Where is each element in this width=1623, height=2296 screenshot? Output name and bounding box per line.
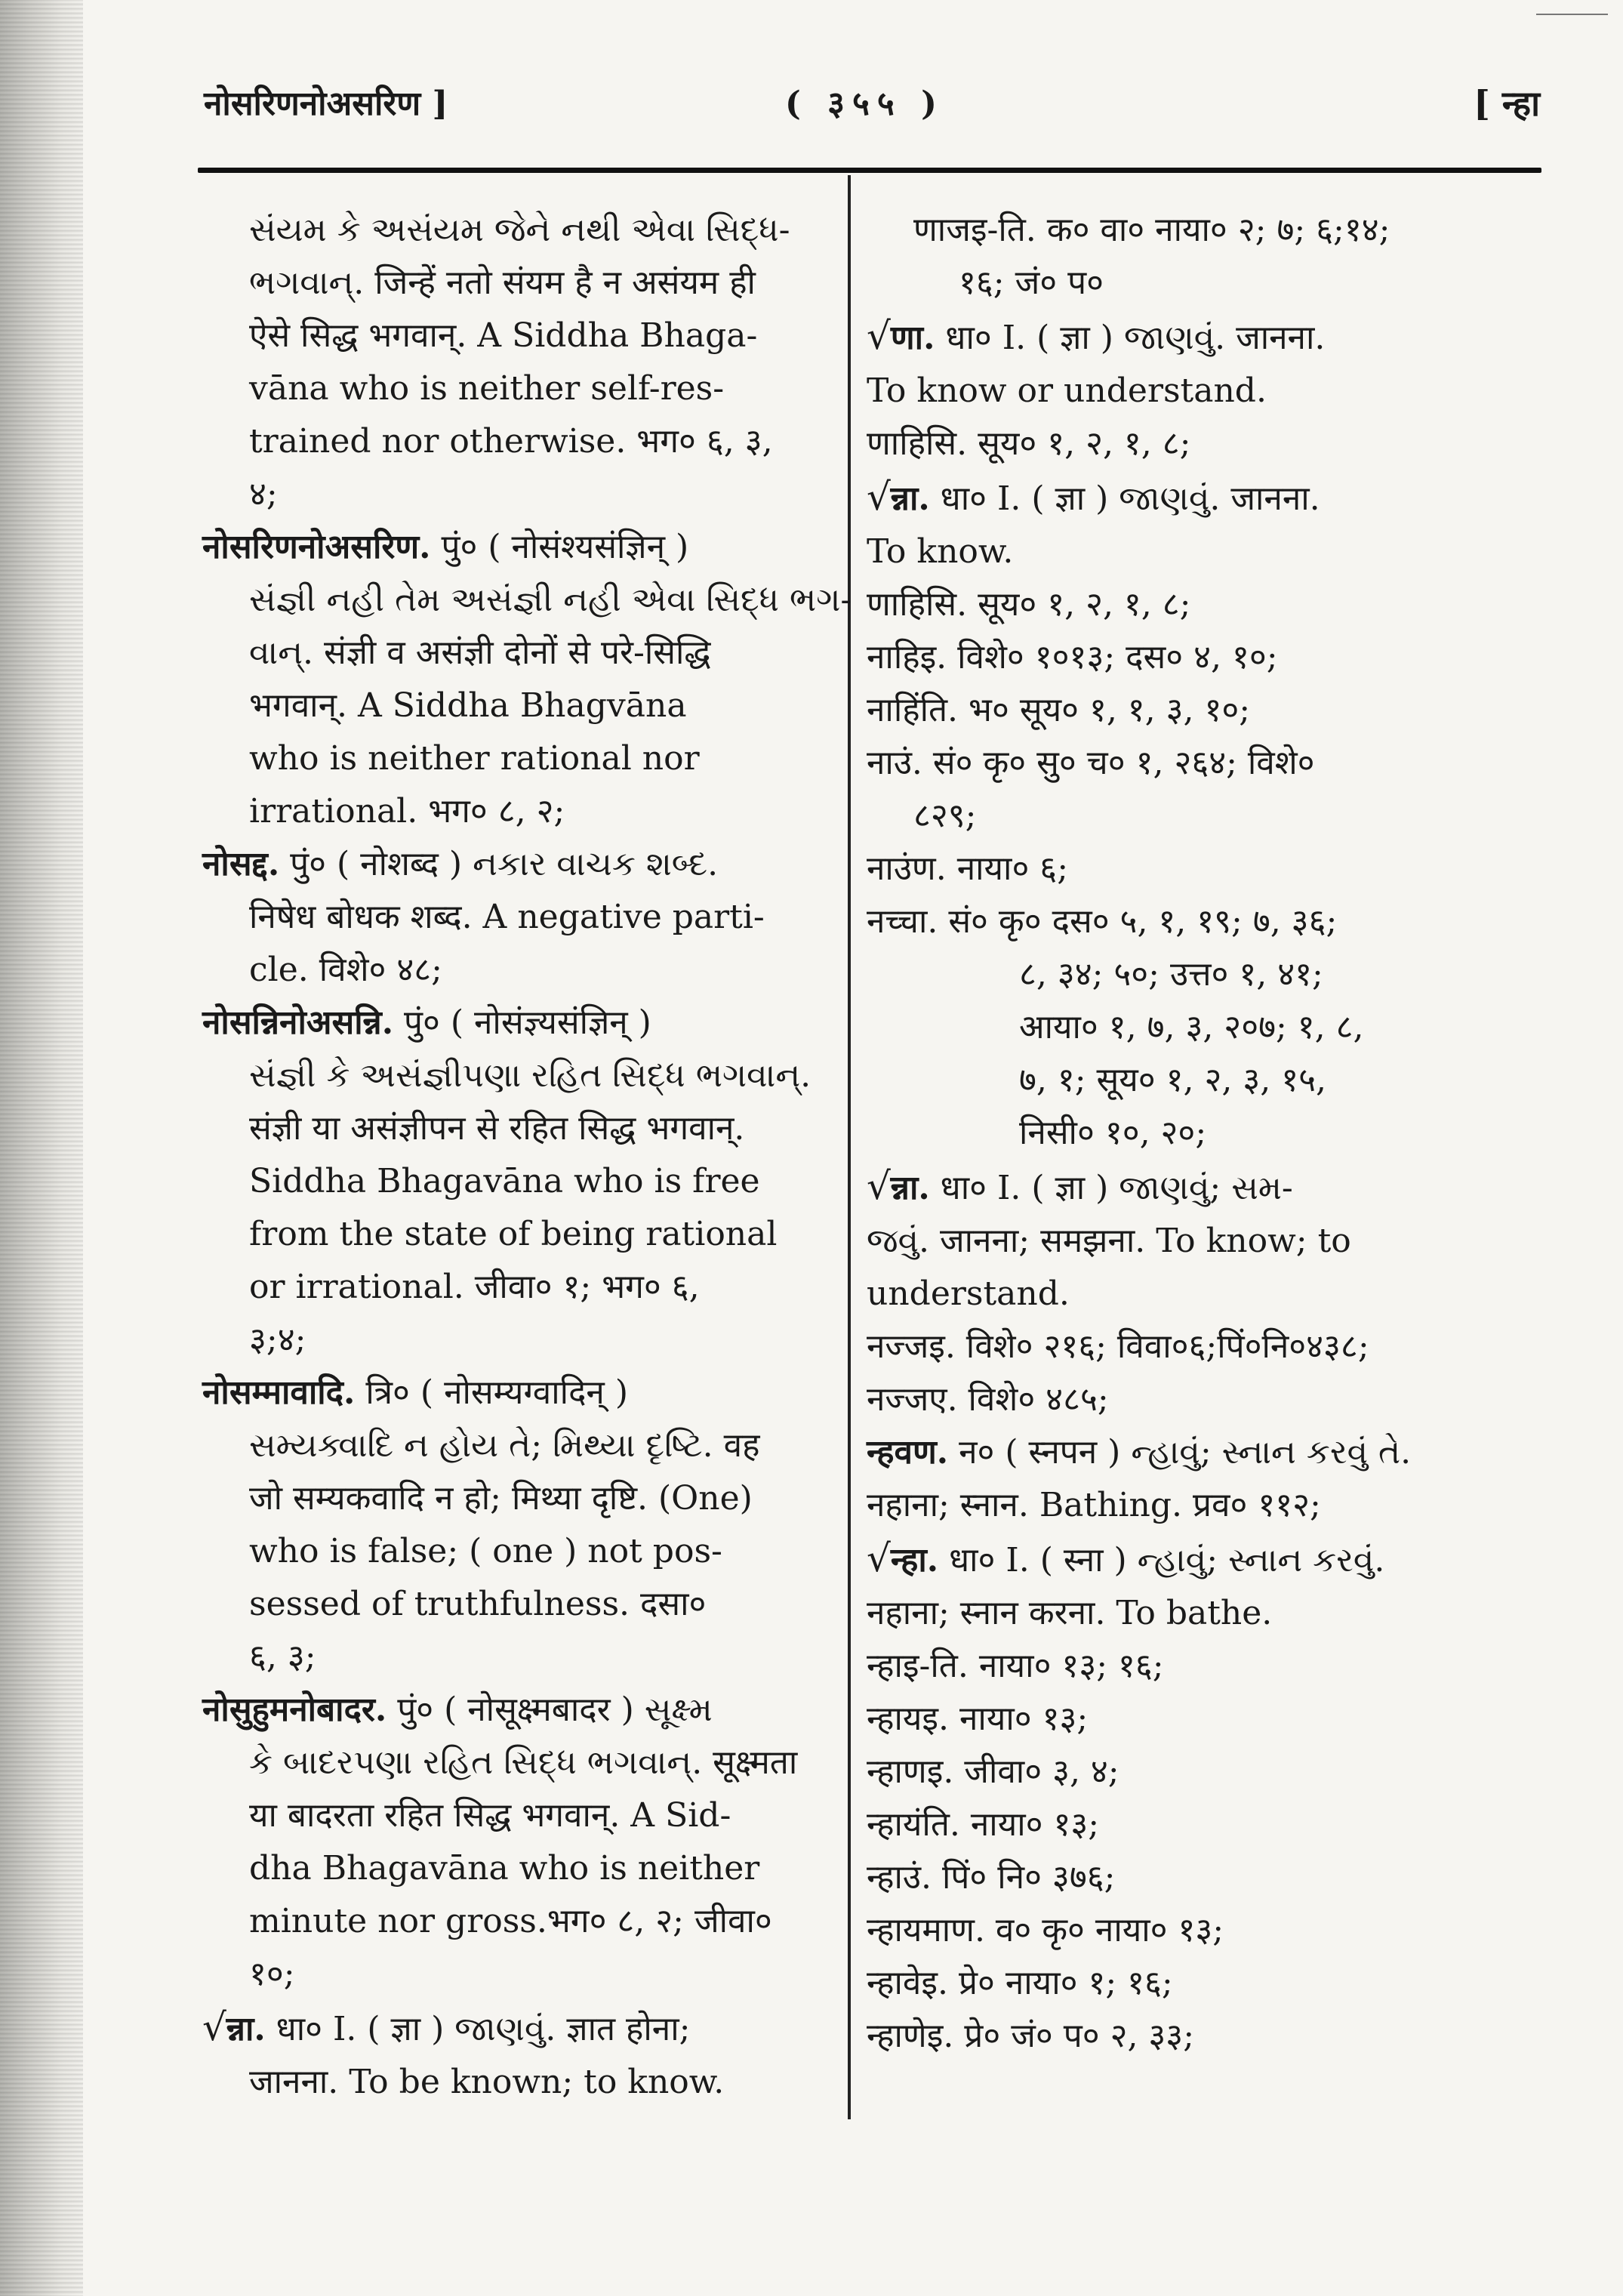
dictionary-entry xyxy=(867,204,1493,310)
left-column xyxy=(202,204,852,2109)
entry-line: જવું. जानना; समझना. To know; to xyxy=(867,1222,1351,1260)
entry-head-line xyxy=(867,1532,1493,1587)
headword: न्ना. xyxy=(890,1169,930,1207)
entry-line: ८२९; xyxy=(913,797,977,835)
entry-line: cle. विशे० ४८; xyxy=(249,951,442,989)
entry-line: who is neither rational nor xyxy=(249,739,700,778)
entry-line: minute nor gross.भग० ८, २; जीवा० xyxy=(249,1902,772,1940)
dictionary-entry xyxy=(202,204,833,521)
entry-line: Siddha Bhagavāna who is free xyxy=(249,1162,760,1200)
entry-line: न्हाणइ. जीवा० ३, ४; xyxy=(867,1752,1119,1791)
entry-line: नज्जइ. विशे० २१६; विवा०६;पिं०नि०४३८; xyxy=(867,1327,1369,1366)
entry-line: from the state of being rational xyxy=(249,1215,778,1253)
entry-line: नाउं. सं० कृ० सु० च० १, २६४; विशे० xyxy=(867,744,1315,782)
entry-line: ३;४; xyxy=(249,1321,306,1359)
entry-line: irrational. भग० ८, २; xyxy=(249,792,565,831)
entry-line: સમ્યક્વાદિ ન હોય તે; મિથ્યા દૃષ્ટિ. वह xyxy=(249,1426,760,1465)
entry-line: ऐसे सिद्ध भगवान्. A Siddha Bhaga- xyxy=(249,316,758,355)
headword: न्ना. xyxy=(226,2010,266,2048)
entry-definition: धा० I. ( ज्ञा ) જાણવું. जानना. xyxy=(929,479,1320,518)
entry-line: ભગવાન્. जिन्हें नतो संयम है न असंयम ही xyxy=(249,264,756,302)
dictionary-entry xyxy=(867,470,1493,1160)
headword: नोसरिणनोअसरिण. xyxy=(202,528,431,566)
header-rule xyxy=(198,168,1541,173)
dictionary-entry xyxy=(202,2001,833,2109)
entry-line: ७, १; सूय० १, २, ३, १५, xyxy=(1019,1061,1326,1099)
header-left-guideword: नोसरिणनोअसरिण ] xyxy=(204,85,448,123)
headword: नोसद्द. xyxy=(202,845,280,883)
entry-line: जानना. To be known; to know. xyxy=(249,2063,725,2101)
entry-line: न्हाणेइ. प्रे० जं० प० २, ३३; xyxy=(867,2017,1195,2055)
entry-line: नाउंण. नाया० ६; xyxy=(867,849,1069,888)
entry-definition: पुं० ( नोसंज्ञ्यसंज्ञिन् ) xyxy=(393,1003,651,1042)
entry-head-line xyxy=(202,521,833,574)
headword: न्हवण. xyxy=(867,1433,949,1472)
page-header xyxy=(204,64,1540,125)
dictionary-entry xyxy=(202,997,833,1367)
dictionary-entry xyxy=(867,310,1493,470)
entry-line: sessed of truthfulness. दसा० xyxy=(249,1585,707,1623)
entry-head-line xyxy=(867,1160,1493,1215)
root-mark: √ xyxy=(202,2005,226,2049)
entry-line: नाहिंति. भ० सूय० १, १, ३, १०; xyxy=(867,691,1251,729)
headword: न्हा. xyxy=(890,1541,939,1579)
headword: नोसम्मावादि. xyxy=(202,1373,356,1412)
entry-line: કે બાદરપણા રહિત સિદ્ધ ભગવાન્. सूक्ष्मता xyxy=(249,1743,798,1782)
entry-line: जो सम्यकवादि न हो; मिथ्या दृष्टि. (One) xyxy=(249,1479,753,1518)
entry-head-line xyxy=(202,1684,833,1737)
entry-line: ४; xyxy=(249,475,278,513)
entry-line: नहाना; स्नान. Bathing. प्रव० ११२; xyxy=(867,1486,1321,1524)
headword: णा. xyxy=(890,319,935,357)
dictionary-entry xyxy=(202,1367,833,1684)
entry-definition: धा० I. ( ज्ञा ) જાણવું. ज्ञात होना; xyxy=(265,2010,691,2048)
dictionary-entry xyxy=(202,1684,833,2001)
entry-line: णाजइ-ति. क० वा० नाया० २; ७; ६;१४; xyxy=(913,211,1390,249)
entry-line: ८, ३४; ५०; उत्त० १, ४१; xyxy=(1019,955,1323,994)
entry-definition: न० ( स्नपन ) ન્હાવું; સ્નાન કરવું તે. xyxy=(948,1433,1412,1472)
root-mark: √ xyxy=(867,1536,891,1580)
column-divider xyxy=(848,175,851,2119)
corner-mark xyxy=(1536,14,1608,15)
entry-head-line xyxy=(202,838,833,891)
entry-line: १६; जं० प० xyxy=(959,264,1104,302)
entry-head-line xyxy=(867,310,1493,365)
entry-head-line xyxy=(867,470,1493,525)
entry-line: न्हाइ-ति. नाया० १३; १६; xyxy=(867,1647,1164,1685)
entry-definition: धा० I. ( ज्ञा ) જાણવું. जानना. xyxy=(935,319,1326,357)
entry-line: १०; xyxy=(249,1955,295,1993)
entry-line: વાન્. संज्ञी व असंज्ञी दोनों से परे-सिद्धि xyxy=(249,633,711,672)
right-column xyxy=(867,204,1493,2063)
entry-line: સંજ્ઞી નહી તેમ અસંજ્ઞી નહી એવા સિદ્ધ ભગ- xyxy=(249,581,852,619)
entry-line: સંયમ કે અસંયમ જેને નથી એવા સિદ્ધ- xyxy=(249,211,790,249)
headword: न्ना. xyxy=(890,479,930,518)
entry-line: निषेध बोधक शब्द. A negative parti- xyxy=(249,898,765,936)
dictionary-entry xyxy=(867,1160,1493,1426)
entry-definition: पुं० ( नोसंश्यसंज्ञिन् ) xyxy=(430,528,689,566)
header-right-guideword: [ न्हा xyxy=(1474,83,1540,124)
entry-line: न्हाउं. पिं० नि० ३७६; xyxy=(867,1858,1116,1897)
entry-definition: पुं० ( नोसूक्ष्मबादर ) સૂક્ષ્મ xyxy=(387,1690,713,1729)
entry-line: संज्ञी या असंज्ञीपन से रहित सिद्ध भगवान्. xyxy=(249,1109,745,1148)
headword: नोसन्निनोअसन्नि. xyxy=(202,1003,394,1042)
entry-line: णाहिसि. सूय० १, २, १, ८; xyxy=(867,585,1191,624)
root-mark: √ xyxy=(867,314,891,358)
entry-line: or irrational. जीवा० १; भग० ६, xyxy=(249,1268,700,1306)
entry-line: न्हावेइ. प्रे० नाया० १; १६; xyxy=(867,1964,1173,2002)
entry-line: न्हायमाण. व० कृ० नाया० १३; xyxy=(867,1911,1224,1949)
entry-line: understand. xyxy=(867,1274,1070,1313)
page-number: ( ३५५ ) xyxy=(785,85,944,123)
entry-line: या बादरता रहित सिद्ध भगवान्. A Sid- xyxy=(249,1796,731,1835)
entry-definition: पुं० ( नोशब्द ) નકાર વાચક શબ્દ. xyxy=(279,845,719,883)
entry-line: न्हायंति. नाया० १३; xyxy=(867,1805,1100,1844)
headword: नोसुहुमनोबादर. xyxy=(202,1690,387,1729)
entry-line: who is false; ( one ) not pos- xyxy=(249,1532,722,1570)
entry-line: न्हायइ. नाया० १३; xyxy=(867,1700,1089,1738)
entry-line: સંજ્ઞી કે અસંજ્ઞીપણા રહિત સિદ્ધ ભગવાન્. xyxy=(249,1056,812,1095)
entry-line: भगवान्. A Siddha Bhagvāna xyxy=(249,686,687,725)
entry-definition: धा० I. ( ज्ञा ) જાણવું; સમ- xyxy=(929,1169,1293,1207)
root-mark: √ xyxy=(867,1164,891,1208)
entry-line: नहाना; स्नान करना. To bathe. xyxy=(867,1594,1273,1632)
entry-line: आया० १, ७, ३, २०७; १, ८, xyxy=(1019,1008,1364,1046)
entry-head-line xyxy=(202,2001,833,2056)
entry-definition: धा० I. ( स्ना ) ન્હાવું; સ્નાન કરવું. xyxy=(938,1541,1385,1579)
entry-line: ६, ३; xyxy=(249,1638,316,1676)
entry-line: नज्जए. विशे० ४८५; xyxy=(867,1380,1109,1419)
entry-line: नाहिइ. विशे० १०१३; दस० ४, १०; xyxy=(867,638,1278,676)
entry-line: dha Bhagavāna who is neither xyxy=(249,1849,760,1888)
dictionary-entry xyxy=(202,521,852,838)
page-scan-edge xyxy=(0,0,83,2296)
entry-line: नच्चा. सं० कृ० दस० ५, १, १९; ७, ३६; xyxy=(867,902,1338,941)
entry-line: To know or understand. xyxy=(867,371,1267,410)
entry-head-line xyxy=(202,997,833,1049)
entry-line: vāna who is neither self-res- xyxy=(249,369,725,408)
entry-head-line xyxy=(202,1367,833,1419)
entry-definition: त्रि० ( नोसम्यग्वादिन् ) xyxy=(355,1373,628,1412)
dictionary-entry xyxy=(867,1426,1493,1532)
dictionary-entry xyxy=(867,1532,1493,2063)
entry-line: णाहिसि. सूय० १, २, १, ८; xyxy=(867,424,1191,463)
dictionary-entry xyxy=(202,838,833,997)
entry-line: निसी० १०, २०; xyxy=(1019,1114,1207,1152)
entry-line: trained nor otherwise. भग० ६, ३, xyxy=(249,422,773,461)
entry-head-line xyxy=(867,1426,1493,1479)
root-mark: √ xyxy=(867,475,891,519)
entry-line: To know. xyxy=(867,532,1014,571)
